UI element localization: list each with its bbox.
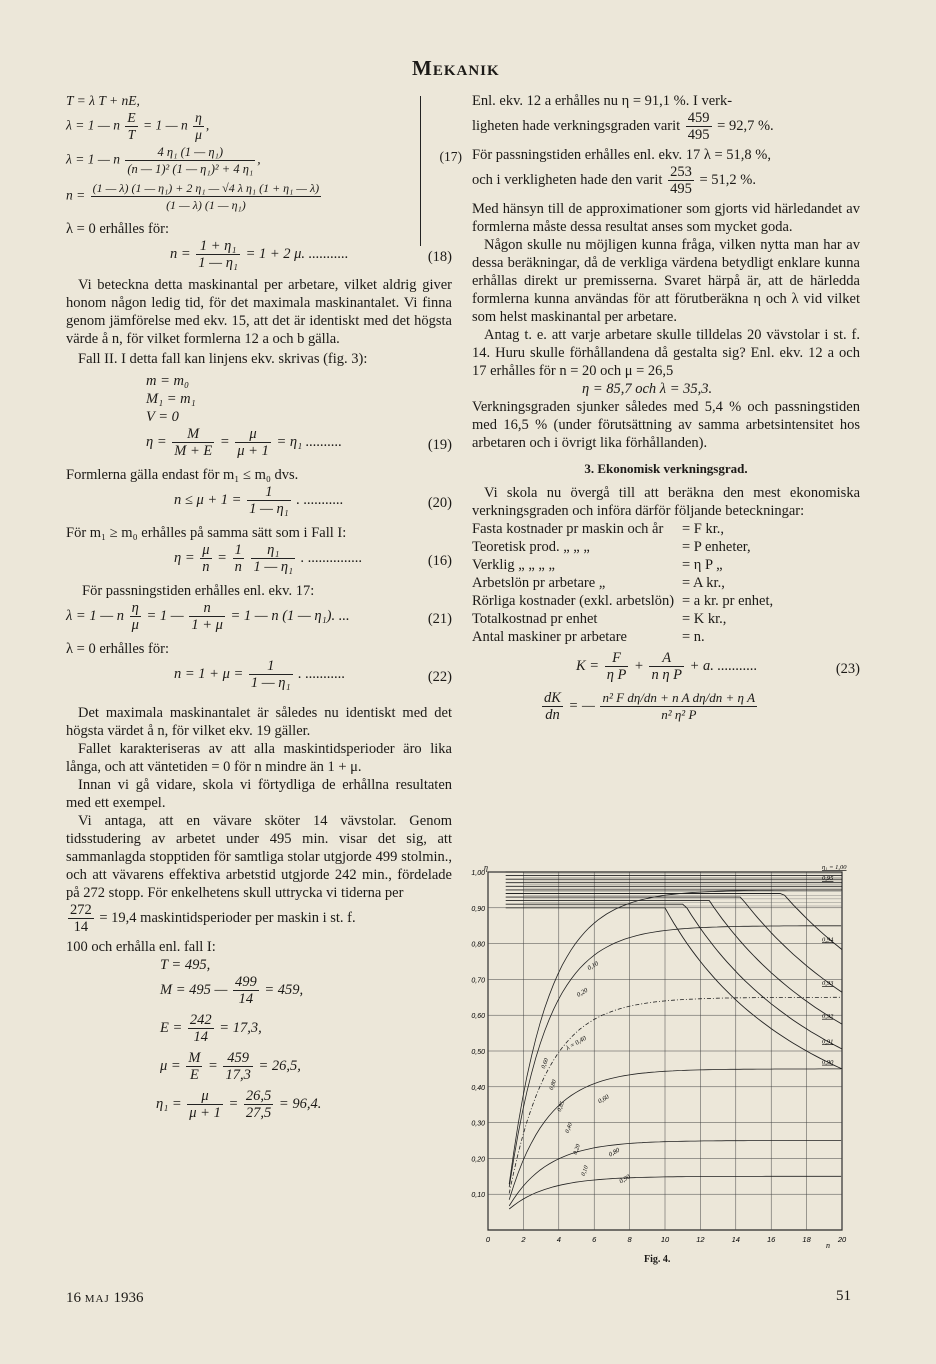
y-tick-label: 0,80 <box>471 941 485 949</box>
right-paragraph-5: Vi skola nu övergå till att beräkna den mest ekonomiska verkningsgraden och införa därför följande beteckningar: <box>472 485 860 519</box>
eq17-line2: λ = 1 — n $\frac{E}{T}$ = 1 — n $\frac{\eta}{\mu}$ , <box>66 110 210 142</box>
paragraph-9-fraction: $\frac{272}{14}$ = 19,4 maskintidsperioder per maskin i st. f. <box>70 902 356 935</box>
right-paragraph-1: Med hänsyn till de approximationer som gjorts vid härledandet av formlerna måste dessa resultat anses som mycket goda. <box>472 201 860 235</box>
lambda-curve-label: 0,60 <box>597 1093 611 1106</box>
paragraph-5: För passningstiden erhålles enl. ekv. 17: <box>82 583 315 599</box>
equation-17 <box>66 92 462 216</box>
example-mu: μ = $\frac{M}{E}$ = $\frac{459}{17,3}$ = 26,5, <box>160 1050 301 1083</box>
mu-label: 0,20 <box>572 1143 582 1156</box>
definition-row: Teoretisk prod. „ „ „ = P enheter, <box>472 539 751 555</box>
lambda-zero-text-2: λ = 0 erhålles för: <box>66 641 169 657</box>
definition-row: Fasta kostnader pr maskin och år = F kr., <box>472 521 725 537</box>
definition-row: Totalkostnad pr enhet = K kr., <box>472 611 727 627</box>
equation-18: n = $\frac{\text{1 + η₁}}{\text{1 — η₁}}$ = 1 + 2 μ. ........... (18) <box>170 238 452 271</box>
y-tick-label: 0,70 <box>471 977 485 985</box>
y-tick-label: 0,60 <box>471 1013 485 1021</box>
x-tick-label: 16 <box>767 1235 776 1244</box>
y-tick-label: 0,10 <box>471 1192 485 1200</box>
equation-19: η = $\frac{M}{M + E}$ = $\frac{\mu}{\mu + 1}$ = η₁ .......... (19) <box>146 426 452 459</box>
definition-row: Rörliga kostnader (exkl. arbetslön) = a kr. pr enhet, <box>472 593 774 609</box>
example-E: E = $\frac{242}{14}$ = 17,3, <box>160 1012 262 1045</box>
mu-label: 0,85 <box>556 1100 567 1113</box>
equation-dK-dn: $\frac{dK}{dn}$ = — $\frac{\text{n² F dη/dn + n A dη/dn + η A}}{\text{n² η² P}}$ <box>544 690 756 723</box>
left-column <box>66 92 462 1126</box>
eq17-number: (17) <box>439 149 462 164</box>
footer-date: 16 MAJ 1936 <box>66 1290 144 1306</box>
right-line-4: och i verkligheten hade den varit $\frac{253}{495}$ = 51,2 %. <box>472 164 756 197</box>
section-heading: 3. Ekonomisk verkningsgrad. <box>584 461 748 476</box>
figure-4-svg <box>466 858 862 1258</box>
lambda-curve-label: 0,90 <box>618 1173 632 1186</box>
lambda-curve-label: 0,20 <box>575 986 590 999</box>
lambda-zero-text: λ = 0 erhålles för: <box>66 221 169 237</box>
x-tick-label: 4 <box>556 1235 561 1244</box>
eq17-line1: T = λ T + nE, <box>66 93 140 108</box>
x-axis-label: n <box>826 1241 830 1250</box>
right-line-2: ligheten hade verkningsgraden varit $\frac{459}{495}$ = 92,7 %. <box>472 110 774 143</box>
x-tick-label: 20 <box>837 1235 847 1244</box>
lambda-curve-label: λ = 0,40 <box>565 1034 588 1052</box>
lambda-curve-label: 0,80 <box>607 1146 621 1159</box>
example-M: M = 495 — $\frac{499}{14}$ = 459, <box>160 974 304 1007</box>
paragraph-3: Formlerna gälla endast för m₁ ≤ m₀ dvs. <box>66 467 299 483</box>
x-tick-label: 10 <box>660 1235 670 1244</box>
mu-label: 0,10 <box>580 1165 590 1177</box>
eta-curve <box>506 901 842 1025</box>
definition-row: Arbetslön pr arbetare „ = A kr., <box>472 575 725 591</box>
right-paragraph-2: Någon skulle nu möjligen kunna fråga, vilken nytta man har av dessa beräkningar, då de verkliga värdena betydligt enklare kunna erhållas direkt ur premisserna. Svaret härpå är, att de härledda formlerna kunna användas för att förutberäkna η och λ vid vilket som helst maskinantal per arbetare. <box>472 237 860 325</box>
equation-22: n = 1 + μ = $\frac{1}{\text{1 — η₁}}$ . ........... (22) <box>174 658 452 691</box>
y-tick-label: 0,40 <box>471 1084 485 1092</box>
y-tick-label: 0,20 <box>471 1156 485 1164</box>
paragraph-6: Det maximala maskinantalet är således nu identiskt med det högsta värdet å n, för vilket ekv. 19 gäller. <box>66 705 452 739</box>
x-tick-label: 8 <box>627 1235 632 1244</box>
eta-curve-label: 0,90 <box>822 1058 834 1066</box>
paragraph-9-end: 100 och erhålla enl. fall I: <box>66 939 216 955</box>
right-line-3: För passningstiden erhålles enl. ekv. 17 λ = 51,8 %, <box>472 147 771 163</box>
x-tick-label: 14 <box>731 1235 740 1244</box>
equations-fall-2: m = m₀ M₁ = m₁ V = 0 <box>146 373 196 425</box>
mu-label: 0,40 <box>564 1122 575 1135</box>
eq17-line3: λ = 1 — n $\frac{\text{4 η₁ (1 — η₁)}}{\text{(n — 1)² (1 — η₁)² + 4 η₁}}$ , (17) <box>66 145 462 176</box>
y-tick-label: 0,30 <box>471 1120 485 1128</box>
equation-20: n ≤ μ + 1 = $\frac{1}{\text{1 — η₁}}$ . ........... (20) <box>174 484 452 517</box>
eta-curve-label: 0,94 <box>822 936 834 944</box>
x-tick-label: 18 <box>802 1235 811 1244</box>
x-tick-label: 0 <box>485 1235 491 1244</box>
right-column <box>472 92 860 734</box>
eta-curve-label: 0,91 <box>822 1038 834 1046</box>
paragraph-8: Innan vi gå vidare, skola vi förtydliga de erhållna resultaten med ett exempel. <box>66 777 452 811</box>
definition-row: Verklig „ „ „ „ = η P „ <box>472 557 723 573</box>
y-axis-label: η <box>484 863 488 872</box>
eta-curve <box>506 908 842 1069</box>
example-eta1: η₁ = $\frac{\mu}{\mu + 1}$ = $\frac{26,5}{27,5}$ = 96,4. <box>156 1088 322 1121</box>
equation-21: λ = 1 — n $\frac{\eta}{\mu}$ = 1 — $\frac{n}{1 + \mu}$ = 1 — n (1 — η₁). ... (21) <box>66 600 452 633</box>
paragraph-1: Vi beteckna detta maskinantal per arbetare, vilket aldrig giver honom någon ledig tid, för det maximala maskinantalet. Vi finna genom jämförelse med ekv. 15, att det är identiskt med det högsta värde å n, för vilket formlerna 12 a och b gälla. <box>66 277 452 347</box>
definition-row: Antal maskiner pr arbetare = n. <box>472 629 705 645</box>
paragraph-9: Vi antaga, att en vävare sköter 14 vävstolar. Genom tidsstudering av arbetet under 495 min. visar det sig, att sammanlagda stopptiden för samtliga stolar utgjorde 499 stolmin., och att vävarens effektiva arbetstid utgjorde 242 min., fördelade på 272 stopp. För enkelhetens skull uttrycka vi tiderna per <box>66 813 452 901</box>
eta-curve-label: η₁ = 1,00 <box>822 864 847 871</box>
paragraph-7: Fallet karakteriseras av att alla maskintidsperioder äro lika långa, och att väntetiden = 0 för n mindre än 1 + μ. <box>66 741 452 775</box>
lambda-curve-label: 0,10 <box>586 960 600 973</box>
equation-23: K = $\frac{F}{\text{η P}}$ + $\frac{A}{\text{n η P}}$ + a. ........... (23) <box>576 650 860 683</box>
x-tick-label: 12 <box>696 1235 705 1244</box>
example-T: T = 495, <box>160 957 211 973</box>
eq17-line4: n = $\frac{\text{(1 — λ) (1 — η₁) + 2 η₁ — √4 λ η₁ (1 + η₁ — λ)}}{\text{(1 — λ) (1 — η₁)}}$ <box>66 181 320 212</box>
right-equation-p3: η = 85,7 och λ = 35,3. <box>582 381 713 397</box>
mu-label: 0,80 <box>548 1079 559 1092</box>
y-tick-label: 0,90 <box>471 905 485 913</box>
y-tick-label: 1,00 <box>471 870 485 877</box>
right-paragraph-4: Verkningsgraden sjunker således med 5,4 % och passningstiden med 16,5 % (under förutsättning av samma arbetsintensitet hos arbetaren och i övrigt lika förhållanden). <box>472 399 860 451</box>
paragraph-4: För m₁ ≥ m₀ erhålles på samma sätt som i Fall I: <box>66 525 347 541</box>
figure-caption: Fig. 4. <box>644 1254 671 1265</box>
equation-16: η = $\frac{\mu}{n}$ = $\frac{1}{n}$ $\frac{\text{η₁}}{\text{1 — η₁}}$ . ............... (16) <box>174 542 452 575</box>
mu-label: 0,60 <box>540 1057 551 1070</box>
eta-curve-label: 0,95 <box>822 875 834 883</box>
x-tick-label: 6 <box>592 1235 597 1244</box>
definitions-list <box>472 520 860 646</box>
eta-curve <box>506 894 842 950</box>
page-number: 51 <box>836 1288 851 1304</box>
right-paragraph-3: Antag t. e. att varje arbetare skulle tilldelas 20 vävstolar i st. f. 14. Huru skulle förhållandena då gestalta sig? Enl. ekv. 12 a och 17 erhålles för n = 20 och μ = 26,5 <box>472 327 860 379</box>
page-header: Mekanik <box>412 56 500 80</box>
paragraph-2: Fall II. I detta fall kan linjens ekv. skrivas (fig. 3): <box>78 351 368 367</box>
eta-curve-label: 0,92 <box>822 1012 834 1020</box>
x-tick-label: 2 <box>521 1235 526 1244</box>
y-tick-label: 0,50 <box>471 1049 485 1056</box>
figure-4-chart <box>466 858 862 1278</box>
right-line-1: Enl. ekv. 12 a erhålles nu η = 91,1 %. I verk- <box>472 93 733 109</box>
eta-curve-label: 0,93 <box>822 980 834 988</box>
